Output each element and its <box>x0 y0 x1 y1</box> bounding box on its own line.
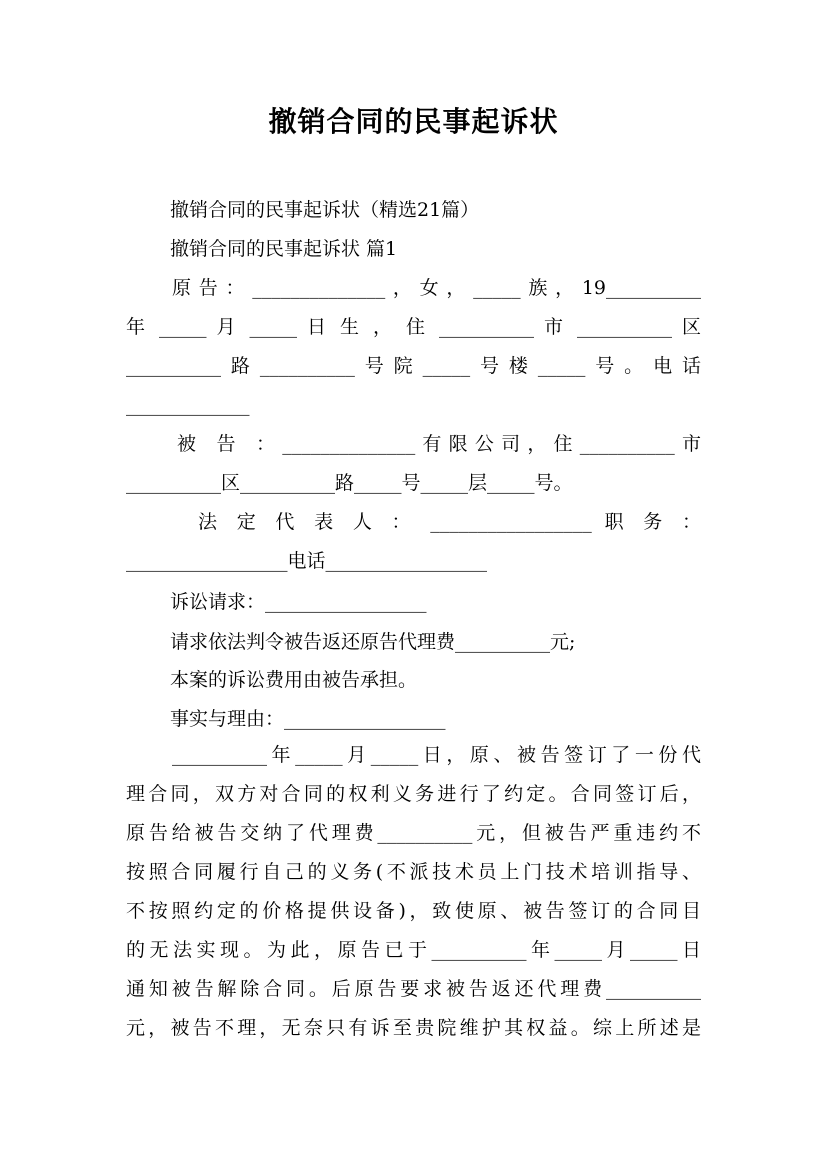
defendant-line: 被 告 ：______________有限公司，住__________市 <box>177 433 701 455</box>
claim-item: 本案的诉讼费用由被告承担。 <box>170 669 418 691</box>
facts-paragraph-line: __________年_____月_____日，原、被告签订了一份代 <box>172 744 701 766</box>
subtitle-line: 撤销合同的民事起诉状（精选21篇） <box>170 199 480 221</box>
section-heading: 撤销合同的民事起诉状 篇1 <box>170 238 398 260</box>
facts-paragraph-line: 原告给被告交纳了代理费__________元，但被告严重违约不 <box>126 822 701 844</box>
facts-paragraph-line: 的无法实现。为此，原告已于__________年_____月_____日 <box>126 939 701 961</box>
facts-paragraph-line: 元，被告不理，无奈只有诉至贵院维护其权益。综上所述是 <box>126 1017 701 1039</box>
plaintiff-line: 年 _____ 月 _____ 日 生 ， 住 __________ 市 __________ 区 <box>126 316 701 338</box>
plaintiff-line: 原告：______________，女，_____族，19__________ <box>172 277 701 299</box>
document-title: 撤销合同的民事起诉状 <box>268 105 559 138</box>
facts-paragraph-line: 按照合同履行自己的义务(不派技术员上门技术培训指导、 <box>126 861 701 883</box>
claims-heading: 诉讼请求：_________________ <box>170 591 427 613</box>
facts-heading: 事实与理由：_________________ <box>170 708 446 730</box>
facts-paragraph-line: 不按照约定的价格提供设备)，致使原、被告签订的合同目 <box>126 900 701 922</box>
legal-rep-line: 法 定 代 表 人 ： _________________ 职 务 ： <box>198 511 701 533</box>
claim-item: 请求依法判令被告返还原告代理费__________元; <box>170 631 576 653</box>
plaintiff-line: __________路__________号院_____号楼_____号。电话 <box>126 355 701 377</box>
facts-paragraph-line: 通知被告解除合同。后原告要求被告返还代理费__________ <box>126 978 701 1000</box>
legal-rep-line: _________________电话_________________ <box>126 550 488 572</box>
defendant-line: __________区__________路_____号_____层_____号。 <box>126 472 573 494</box>
plaintiff-line: _____________ <box>126 394 250 416</box>
facts-paragraph-line: 理合同，双方对合同的权利义务进行了约定。合同签订后， <box>126 783 701 805</box>
